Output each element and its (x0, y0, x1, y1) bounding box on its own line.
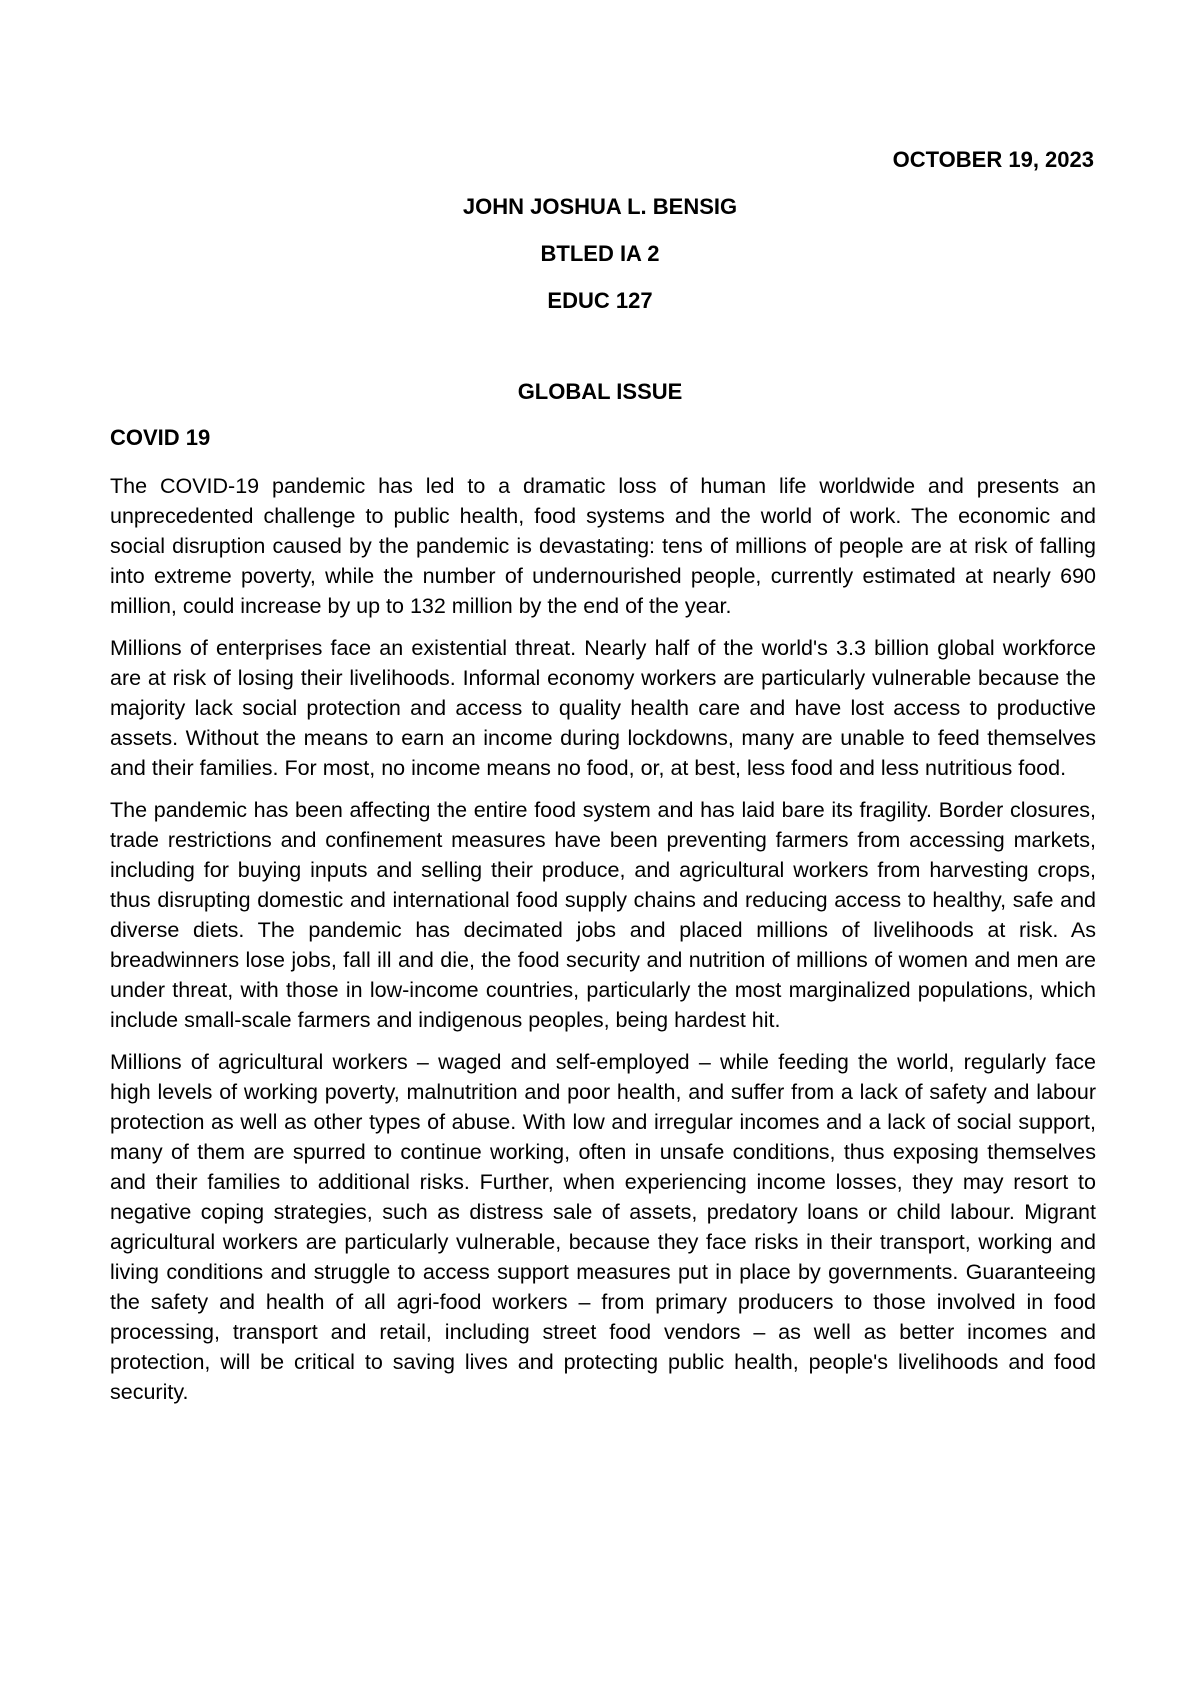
body-text (110, 471, 1096, 1419)
paragraph-1: The COVID-19 pandemic has led to a dramatic loss of human life worldwide and presents an unprecedented challenge to public health, food systems and the world of work. The economic and social disruption caused by the pandemic is devastating: tens of millions of people are at risk of falling into extreme poverty, while the number of undernourished people, currently estimated at nearly 690 million, could increase by up to 132 million by the end of the year. (110, 474, 1096, 618)
document-date: OCTOBER 19, 2023 (892, 147, 1094, 172)
document-title: GLOBAL ISSUE (517, 379, 683, 404)
section-heading: COVID 19 (110, 425, 211, 450)
paragraph-2: Millions of enterprises face an existential threat. Nearly half of the world's 3.3 billion global workforce are at risk of losing their livelihoods. Informal economy workers are particularly vulnerable because the majority lack social protection and access to quality health care and have lost access to productive assets. Without the means to earn an income during lockdowns, many are unable to feed themselves and their families. For most, no income means no food, or, at best, less food and less nutritious food. (110, 636, 1096, 780)
author-name: JOHN JOSHUA L. BENSIG (462, 194, 738, 219)
course-code: EDUC 127 (547, 288, 653, 313)
program-section: BTLED IA 2 (540, 241, 660, 266)
paragraph-3: The pandemic has been affecting the entire food system and has laid bare its fragility. Border closures, trade restrictions and confinement measures have been preventing farmers from accessing markets, including for buying inputs and selling their produce, and agricultural workers from harvesting crops, thus disrupting domestic and international food supply chains and reducing access to healthy, safe and diverse diets. The pandemic has decimated jobs and placed millions of livelihoods at risk. As breadwinners lose jobs, fall ill and die, the food security and nutrition of millions of women and men are under threat, with those in low-income countries, particularly the most marginalized populations, which include small-scale farmers and indigenous peoples, being hardest hit. (110, 798, 1096, 1032)
paragraph-4: Millions of agricultural workers – waged and self-employed – while feeding the world, regularly face high levels of working poverty, malnutrition and poor health, and suffer from a lack of safety and labour protection as well as other types of abuse. With low and irregular incomes and a lack of social support, many of them are spurred to continue working, often in unsafe conditions, thus exposing themselves and their families to additional risks. Further, when experiencing income losses, they may resort to negative coping strategies, such as distress sale of assets, predatory loans or child labour. Migrant agricultural workers are particularly vulnerable, because they face risks in their transport, working and living conditions and struggle to access support measures put in place by governments. Guaranteeing the safety and health of all agri-food workers – from primary producers to those involved in food processing, transport and retail, including street food vendors – as well as better incomes and protection, will be critical to saving lives and protecting public health, people's livelihoods and food security. (110, 1050, 1096, 1404)
